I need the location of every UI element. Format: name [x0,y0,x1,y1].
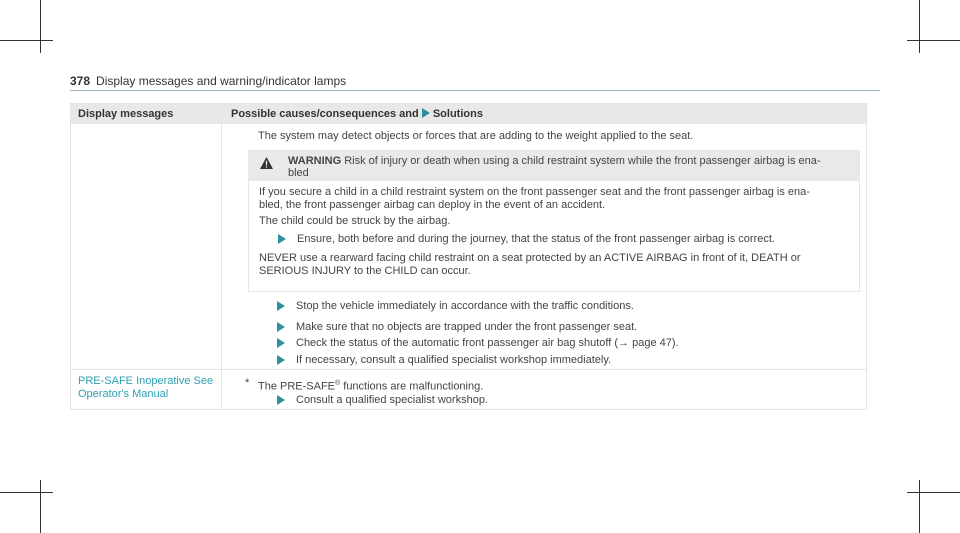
footnote-asterisk: * [245,377,250,389]
crop-mark [907,492,960,493]
column-divider [221,104,222,409]
page-reference-link[interactable]: page 47). [632,337,679,349]
warning-paragraph-3b: SERIOUS INJURY to the CHILD can occur. [259,265,471,277]
crop-mark [919,480,920,533]
row2-solution-step: Consult a qualified specialist workshop. [296,394,488,406]
warning-box [248,150,860,292]
column-header-causes-solutions [231,108,483,120]
crop-mark [0,492,53,493]
warning-headline-cont: bled [288,167,309,179]
column-header-display-messages: Display messages [78,108,174,120]
page-header [70,74,880,90]
warning-headline-text: Risk of injury or death when using a child restraint system while the front passenger airbag is ena- [344,155,821,167]
header-divider [70,90,880,91]
warning-headline [288,155,821,168]
row2-cause-text: The PRE-SAFE [258,380,336,393]
page-number: 378 [70,74,91,88]
step-arrow-icon [277,322,285,332]
crop-mark [919,0,920,53]
table-header [71,104,866,124]
column-header-solutions: Solutions [432,108,483,120]
warning-paragraph-1a: If you secure a child in a child restraint system on the front passenger seat and the front passenger airbag is ena- [259,186,810,198]
page-header-title: Display messages and warning/indicator lamps [96,74,347,88]
row2-cause [258,377,483,394]
solution-step-4: If necessary, consult a qualified specialist workshop immediately. [296,354,612,366]
column-header-causes: Possible causes/consequences and [231,108,419,120]
solution-arrow-icon [422,108,430,118]
warning-paragraph-2: The child could be struck by the airbag. [259,215,451,227]
warning-paragraph-1b: bled, the front passenger airbag can deploy in the event of an accident. [259,199,606,211]
solution-step-2: Make sure that no objects are trapped under the front passenger seat. [296,321,638,333]
messages-table [70,103,867,410]
display-message-pre-safe-cont: Operator's Manual [78,388,169,400]
warning-step: Ensure, both before and during the journey, that the status of the front passenger airbag is correct. [297,233,775,245]
row2-cause-text-2: functions are malfunctioning. [340,380,484,393]
warning-label: WARNING [288,155,342,167]
step-arrow-icon [277,301,285,311]
row1-intro: The system may detect objects or forces that are adding to the weight applied to the seat. [258,130,694,142]
solution-step-3-text: Check the status of the automatic front passenger air bag shutoff ( [296,337,619,349]
warning-paragraph-3a: NEVER use a rearward facing child restraint on a seat protected by an ACTIVE AIRBAG in front of it, DEATH or [259,252,801,264]
page-ref-arrow-icon: → [618,337,630,349]
solution-step-3 [296,337,679,350]
registered-mark: ® [335,380,341,387]
step-arrow-icon [278,234,286,244]
solution-step-1: Stop the vehicle immediately in accordance with the traffic conditions. [296,300,634,312]
crop-mark [40,480,41,533]
crop-mark [0,40,53,41]
warning-header [249,151,859,181]
row-divider [71,369,866,370]
warning-triangle-icon [260,157,273,169]
step-arrow-icon [277,338,285,348]
display-message-pre-safe: PRE-SAFE Inoperative See [78,375,214,387]
step-arrow-icon [277,395,285,405]
crop-mark [907,40,960,41]
step-arrow-icon [277,355,285,365]
crop-mark [40,0,41,53]
